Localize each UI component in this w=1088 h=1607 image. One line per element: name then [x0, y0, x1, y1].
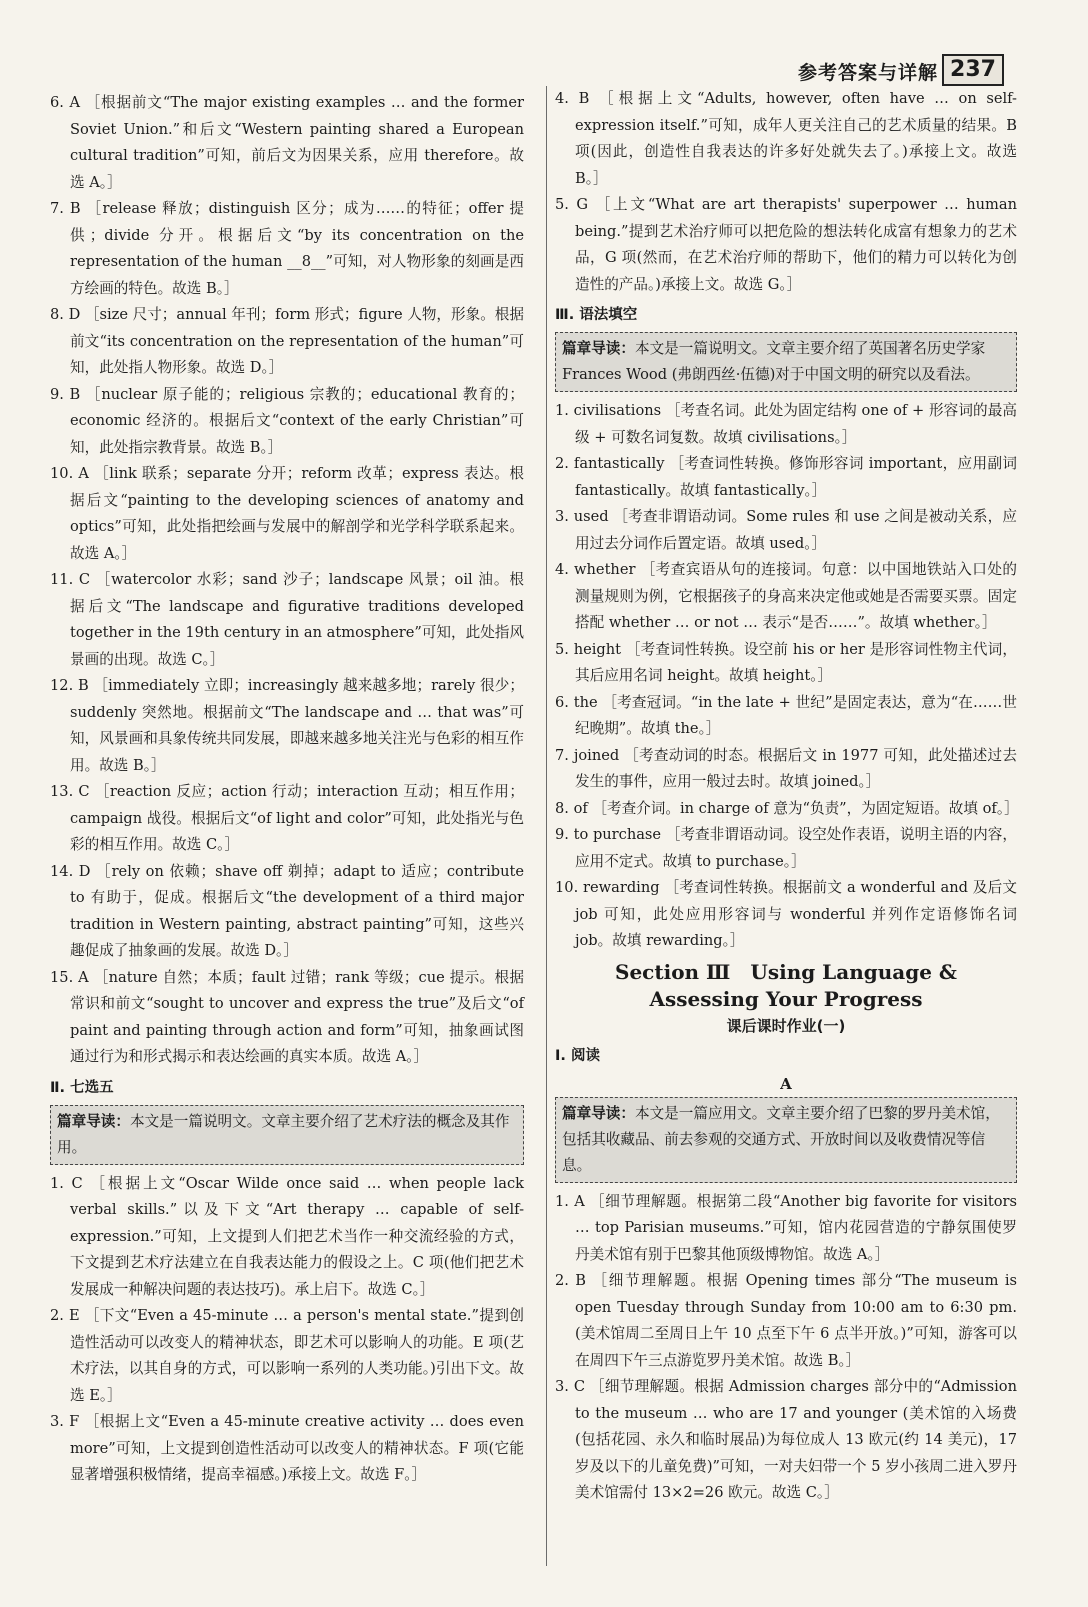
answer-item: 14. D ［rely on 依赖；shave off 剃掉；adapt to 适应；contribute to 有助于，促成。根据后文“the development of a third major tradition in Western painting, abstract painting”可知，这些兴趣促成了抽象画的发展。故选 D。］: [50, 862, 524, 959]
answer-item: 10. A ［link 联系；separate 分开；reform 改革；express 表达。根据后文“painting to the developing sciences of anatomy and optics”可知，此处指把绘画与发展中的解剖学和光学科学联系起来。故选 A。］: [50, 465, 524, 562]
answer-item: 7. joined ［考查动词的时态。根据后文 in 1977 可知，此处描述过去发生的事件，应用一般过去时。故填 joined。］: [555, 746, 1017, 790]
guide-text: 本文是一篇说明文。文章主要介绍了英国著名历史学家 Frances Wood (弗朗西丝·伍德)对于中国文明的研究以及看法。: [562, 340, 986, 383]
guide-text: 本文是一篇说明文。文章主要介绍了艺术疗法的概念及其作用。: [57, 1112, 510, 1156]
answer-item: 1. civilisations ［考查名词。此处为固定结构 one of + 形容词的最高级 + 可数名词复数。故填 civilisations。］: [555, 402, 1017, 446]
answer-item: 2. E ［下文“Even a 45-minute … a person's mental state.”提到创造性活动可以改变人的精神状态，即艺术可以影响人的功能。E 项(艺术疗法，以其自身的方式，可以影响一系列的人类功能。)引出下文。故选 E。］: [50, 1307, 524, 1404]
answer-item: 6. the ［考查冠词。“in the late + 世纪”是固定表达，意为“在……世纪晚期”。故填 the。］: [555, 693, 1017, 737]
answer-item: 3. F ［根据上文“Even a 45-minute creative activity … does even more”可知，上文提到创造性活动可以改变人的精神状态。F 项(它能显著增强积极情绪，提高幸福感。)承接上文。故选 F。］: [50, 1413, 524, 1483]
guide-label: 篇章导读：: [562, 1104, 635, 1122]
answer-item: 12. B ［immediately 立即；increasingly 越来越多地；rarely 很少；suddenly 突然地。根据前文“The landscape and … that was”可知，风景画和具象传统共同发展，即越来越多地关注光与色彩的相互作用。故选 B。］: [50, 677, 524, 774]
answer-item: 4. B ［根据上文“Adults, however, often have … on self-expression itself.”可知，成年人更关注自己的艺术质量的结果。B 项(因此，创造性自我表达的许多好处就失去了。)承接上文。故选 B。］: [555, 90, 1017, 187]
passage-guide: [555, 332, 1017, 392]
section-heading-grammar: Ⅲ. 语法填空: [555, 307, 638, 323]
section-title-line1: Section Ⅲ Using Language &: [615, 959, 957, 984]
page-number: 237: [942, 54, 1004, 86]
section-title-line2: Assessing Your Progress: [649, 986, 923, 1011]
passage-guide: [50, 1105, 524, 1165]
answer-item: 1. C ［根据上文“Oscar Wilde once said … when people lack verbal skills.”以及下文“Art therapy … capable of self-expression.”可知，上文提到人们把艺术当作一种交流经验的方式，下文提到艺术疗法建立在自我表达能力的假设之上。C 项(他们把艺术发展成一种解决问题的表达技巧)。承上启下。故选 C。］: [50, 1174, 524, 1298]
guide-text: 本文是一篇应用文。文章主要介绍了巴黎的罗丹美术馆，包括其收藏品、前去参观的交通方式、开放时间以及收费情况等信息。: [562, 1104, 1000, 1174]
answer-item: 7. B ［release 释放；distinguish 区分；成为……的特征；offer 提供；divide 分开。根据后文“by its concentration on the representation of the human __8__”可知，对人物形象的刻画是西方绘画的特色。故选 B。］: [50, 200, 524, 297]
page-header: [540, 52, 1008, 86]
answer-item: 9. B ［nuclear 原子能的；religious 宗教的；educational 教育的；economic 经济的。根据后文“context of the early Christian”可知，此处指宗教背景。故选 B。］: [50, 385, 524, 456]
right-column: [546, 86, 1017, 1566]
answer-item: 1. A ［细节理解题。根据第二段“Another big favorite for visitors … top Parisian museums.”可知，馆内花园营造的宁静氛围使罗丹美术馆有别于巴黎其他顶级博物馆。故选 A。］: [555, 1192, 1017, 1263]
answer-item: 15. A ［nature 自然；本质；fault 过错；rank 等级；cue 提示。根据常识和前文“sought to uncover and express the true”及后文“of paint and painting through action and form”可知，抽象画试图通过行为和形式揭示和表达绘画的真实本质。故选 A。］: [50, 968, 524, 1065]
answer-item: 8. of ［考查介词。in charge of 意为“负责”，为固定短语。故填 of。］: [555, 799, 1019, 817]
header-title: 参考答案与详解: [797, 62, 938, 84]
passage-label: A: [780, 1074, 792, 1093]
answer-item: 2. fantastically ［考查词性转换。修饰形容词 important，应用副词 fantastically。故填 fantastically。］: [555, 455, 1017, 499]
answer-item: 10. rewarding ［考查词性转换。根据前文 a wonderful and 及后文 job 可知，此处应用形容词与 wonderful 并列作定语修饰名词 job。故填 rewarding。］: [555, 879, 1017, 949]
section-heading-reading: Ⅰ. 阅读: [555, 1047, 600, 1064]
homework-subtitle: 课后课时作业(一): [726, 1016, 846, 1035]
answer-item: 8. D ［size 尺寸；annual 年刊；form 形式；figure 人物，形象。根据前文“its concentration on the representation of the human”可知，此处指人物形象。故选 D。］: [50, 306, 524, 376]
answer-item: 3. C ［细节理解题。根据 Admission charges 部分中的“Admission to the museum … who are 17 and younger (美术馆的入场费(包括花园、永久和临时展品)为每位成人 13 欧元(约 14 美元)，17 岁及以下的儿童免费)”可知，一对夫妇带一个 5 岁小孩周二进入罗丹美术馆需付 13×2=26 欧元。故选 C。］: [555, 1378, 1017, 1501]
section-heading-seven-choose-five: Ⅱ. 七选五: [50, 1079, 114, 1096]
answer-item: 11. C ［watercolor 水彩；sand 沙子；landscape 风景；oil 油。根据后文“The landscape and figurative traditions developed together in the 19th century in an atmosphere”可知，此处指风景画的出现。故选 C。］: [50, 571, 524, 668]
passage-guide: [555, 1097, 1017, 1183]
answer-item: 2. B ［细节理解题。根据 Opening times 部分“The museum is open Tuesday through Sunday from 10:00 am to 6:30 pm.(美术馆周二至周日上午 10 点至下午 6 点半开放。)”可知，游客可以在周四下午三点游览罗丹美术馆。故选 B。］: [555, 1272, 1017, 1369]
guide-label: 篇章导读：: [57, 1112, 130, 1130]
guide-label: 篇章导读：: [562, 340, 635, 357]
answer-item: 5. G ［上文“What are art therapists' superpower … human being.”提到艺术治疗师可以把危险的想法转化成富有想象力的艺术品，G 项(然而，在艺术治疗师的帮助下，他们的精力可以转化为创造性的产品。)承接上文。故选 G。］: [555, 196, 1017, 293]
left-column: [50, 90, 524, 1489]
answer-item: 13. C ［reaction 反应；action 行动；interaction 互动；相互作用；campaign 战役。根据后文“of light and color”可知，此处指光与色彩的相互作用。故选 C。］: [50, 783, 524, 853]
answer-item: 4. whether ［考查宾语从句的连接词。句意：以中国地铁站入口处的测量规则为例，它根据孩子的身高来决定他或她是否需要买票。固定搭配 whether … or not … 表示“是否……”。故填 whether。］: [555, 561, 1017, 631]
answer-item: 9. to purchase ［考查非谓语动词。设空处作表语，说明主语的内容，应用不定式。故填 to purchase。］: [555, 826, 1017, 870]
answer-item: 3. used ［考查非谓语动词。Some rules 和 use 之间是被动关系，应用过去分词作后置定语。故填 used。］: [555, 508, 1017, 552]
section-title: [555, 959, 1017, 1013]
answer-item: 5. height ［考查词性转换。设空前 his or her 是形容词性物主代词，其后应用名词 height。故填 height。］: [555, 640, 1017, 684]
answer-item: 6. A ［根据前文“The major existing examples … and the former Soviet Union.”和后文“Western painting shared a European cultural tradition”可知，前后文为因果关系，应用 therefore。故选 A。］: [50, 94, 524, 191]
